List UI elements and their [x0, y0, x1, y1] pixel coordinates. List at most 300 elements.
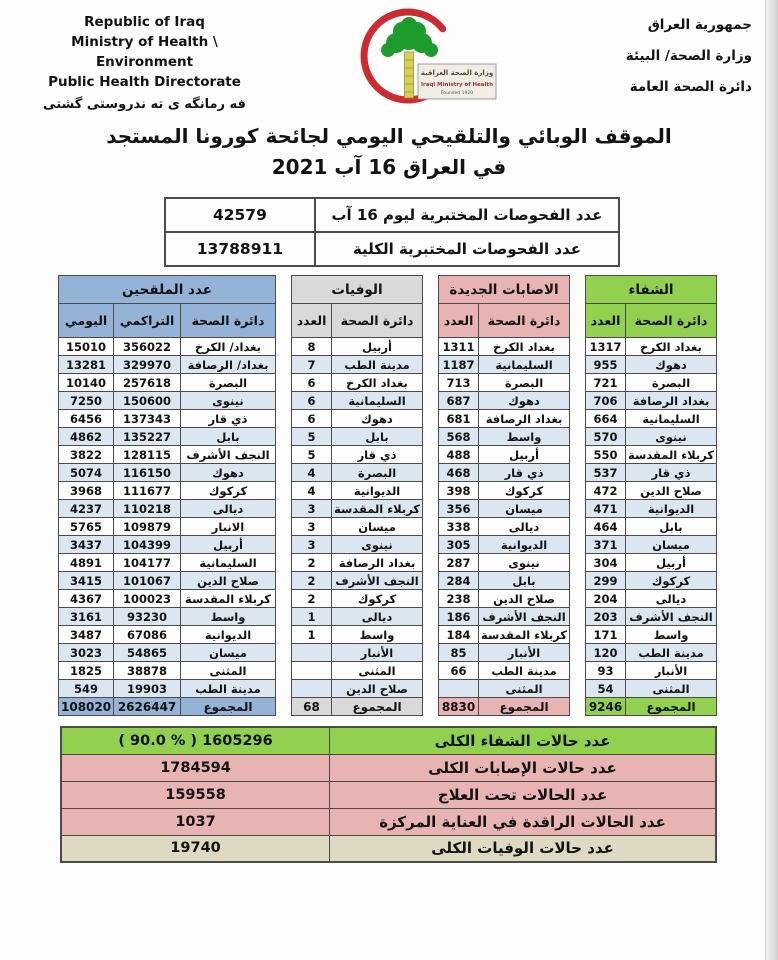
directorate-name: دهوك: [181, 464, 276, 482]
table-row: [439, 662, 570, 680]
table-row: [586, 554, 717, 572]
value: 4: [292, 482, 332, 500]
directorate-name: بغداد الكرخ: [479, 338, 570, 356]
value: 116150: [114, 464, 181, 482]
summary-row: [61, 781, 716, 808]
directorate-name: مدينة الطب: [479, 662, 570, 680]
directorate-name: ذي قار: [181, 410, 276, 428]
table-row: [292, 482, 423, 500]
table-row: [439, 410, 570, 428]
value: 1825: [59, 662, 114, 680]
value: 2: [292, 590, 332, 608]
directorate-name: الأنبار: [626, 662, 717, 680]
value: 104399: [114, 536, 181, 554]
table-row: [586, 536, 717, 554]
table-row: [59, 680, 276, 698]
summary-value: 1037: [61, 808, 330, 835]
directorate-name: البصرة: [479, 374, 570, 392]
header: [0, 0, 778, 112]
table-row: [586, 590, 717, 608]
directorate-name: واسط: [332, 626, 423, 644]
directorate-name: أربيل: [479, 446, 570, 464]
directorate-name: أربيل: [181, 536, 276, 554]
value: 356022: [114, 338, 181, 356]
header-english-line: Republic of Iraq: [84, 14, 205, 30]
table-row: [439, 626, 570, 644]
summary-row: [61, 835, 716, 862]
column-header: دائرة الصحة: [332, 304, 423, 338]
table-row: [59, 374, 276, 392]
directorate-name: نينوى: [626, 428, 717, 446]
value: 537: [586, 464, 626, 482]
directorate-name: صلاح الدين: [332, 680, 423, 698]
value: 488: [439, 446, 479, 464]
directorate-name: واسط: [181, 608, 276, 626]
value: 85: [439, 644, 479, 662]
directorate-name: ديالى: [332, 608, 423, 626]
value: 8: [292, 338, 332, 356]
value: [292, 680, 332, 698]
value: 15010: [59, 338, 114, 356]
table-row: [586, 410, 717, 428]
directorate-name: الديوانية: [332, 482, 423, 500]
tests-daily-label: عدد الفحوصات المختبرية ليوم 16 آب: [315, 198, 619, 232]
table-row: [59, 572, 276, 590]
directorate-name: السليمانية: [332, 392, 423, 410]
table-row: [59, 338, 276, 356]
directorate-name: دهوك: [479, 392, 570, 410]
directorate-name: النجف الأشرف: [332, 572, 423, 590]
value: 128115: [114, 446, 181, 464]
total-row: [439, 698, 570, 716]
summary-row: [61, 754, 716, 781]
directorate-name: كركوك: [626, 572, 717, 590]
summary-label: عدد حالات الوفيات الكلى: [330, 835, 716, 862]
total-label: المجموع: [181, 698, 276, 716]
value: 713: [439, 374, 479, 392]
table-row: [439, 428, 570, 446]
directorate-name: نينوى: [181, 392, 276, 410]
table-row: [59, 500, 276, 518]
directorate-name: أربيل: [626, 554, 717, 572]
table-title-deaths: الوفيات: [292, 276, 423, 304]
tests-total-value: 13788911: [165, 232, 315, 266]
summary-value: 1784594: [61, 754, 330, 781]
value: 471: [586, 500, 626, 518]
value: 93230: [114, 608, 181, 626]
table-title-recovered: الشفاء: [586, 276, 717, 304]
directorate-name: ديالى: [479, 518, 570, 536]
logo-caption-english: Iraqi Ministry of Health: [420, 82, 493, 88]
table-row: [292, 626, 423, 644]
value: 464: [586, 518, 626, 536]
value: 721: [586, 374, 626, 392]
directorate-name: بغداد الرصافة: [626, 392, 717, 410]
value: 257618: [114, 374, 181, 392]
directorate-name: بابل: [479, 572, 570, 590]
table-row: [439, 500, 570, 518]
table-row: [586, 428, 717, 446]
table-row: [439, 554, 570, 572]
value: 66: [439, 662, 479, 680]
directorate-name: السليمانية: [479, 356, 570, 374]
directorate-name: ذي قار: [626, 464, 717, 482]
table-row: [59, 536, 276, 554]
value: 3: [292, 518, 332, 536]
directorate-name: ذي قار: [332, 446, 423, 464]
table-row: [292, 392, 423, 410]
directorate-name: صلاح الدين: [479, 590, 570, 608]
total-row: [292, 698, 423, 716]
value: 135227: [114, 428, 181, 446]
value: 356: [439, 500, 479, 518]
directorate-name: المثنى: [479, 680, 570, 698]
summary-value: ( 90.0 % ) 1605296: [61, 727, 330, 754]
table-row: [439, 446, 570, 464]
directorate-name: واسط: [626, 626, 717, 644]
table-row: [292, 500, 423, 518]
table-row: [292, 464, 423, 482]
value: 1311: [439, 338, 479, 356]
value: 13281: [59, 356, 114, 374]
value: 10140: [59, 374, 114, 392]
value: 150600: [114, 392, 181, 410]
value: 93: [586, 662, 626, 680]
value: 3023: [59, 644, 114, 662]
value: 305: [439, 536, 479, 554]
table-title-infections: الاصابات الجديدة: [439, 276, 570, 304]
summary-value: 19740: [61, 835, 330, 862]
value: 137343: [114, 410, 181, 428]
table-row: [59, 518, 276, 536]
directorate-name: بغداد الرصافة: [332, 554, 423, 572]
table-row: [59, 410, 276, 428]
summary-body: [61, 727, 716, 862]
directorate-name: صلاح الدين: [626, 482, 717, 500]
summary-label: عدد الحالات تحت العلاج: [330, 781, 716, 808]
table-row: [165, 232, 619, 266]
value: 468: [439, 464, 479, 482]
value: 5765: [59, 518, 114, 536]
table-row: [292, 428, 423, 446]
table-row: [59, 464, 276, 482]
value: 4891: [59, 554, 114, 572]
value: 5074: [59, 464, 114, 482]
value: 4237: [59, 500, 114, 518]
value: 5: [292, 446, 332, 464]
value: 3968: [59, 482, 114, 500]
directorate-name: كربلاء المقدسة: [332, 500, 423, 518]
table-title-vaccinated: عدد الملقحين: [59, 276, 276, 304]
table-row: [292, 338, 423, 356]
value: 184: [439, 626, 479, 644]
directorate-name: ميسان: [479, 500, 570, 518]
summary-row: [61, 727, 716, 754]
table-row: [292, 608, 423, 626]
table-row: [586, 446, 717, 464]
table-row: [586, 392, 717, 410]
table-row: [59, 644, 276, 662]
table-row: [292, 356, 423, 374]
value: 304: [586, 554, 626, 572]
table-recovered: [585, 275, 717, 716]
header-english-line: Ministry of Health \ Environment: [71, 34, 218, 70]
ministry-of-health-logo: [330, 8, 505, 110]
table-row: [292, 374, 423, 392]
value: 4367: [59, 590, 114, 608]
value: 6: [292, 410, 332, 428]
directorate-name: ميسان: [181, 644, 276, 662]
table-row: [292, 680, 423, 698]
logo-graphic: [330, 8, 505, 110]
total-row: [59, 698, 276, 716]
directorate-name: نينوى: [332, 536, 423, 554]
directorate-name: بابل: [181, 428, 276, 446]
directorate-name: المثنى: [332, 662, 423, 680]
table-row: [439, 590, 570, 608]
value: 338: [439, 518, 479, 536]
table-row: [439, 338, 570, 356]
directorate-name: بغداد/ الرصافة: [181, 356, 276, 374]
directorate-name: مدينة الطب: [332, 356, 423, 374]
value: 3822: [59, 446, 114, 464]
table-row: [292, 518, 423, 536]
directorate-name: كربلاء المقدسة: [181, 590, 276, 608]
directorate-name: ميسان: [626, 536, 717, 554]
value: 100023: [114, 590, 181, 608]
value: 687: [439, 392, 479, 410]
value: 1317: [586, 338, 626, 356]
report-title-line1: الموقف الوبائي والتلقيحي اليومي لجائحة كورونا المستجد: [106, 124, 672, 148]
header-arabic-line: جمهورية العراق: [647, 17, 752, 33]
table-row: [439, 374, 570, 392]
value: 104177: [114, 554, 181, 572]
directorate-name: البصرة: [626, 374, 717, 392]
table-infections: [438, 275, 570, 716]
value: [292, 644, 332, 662]
directorate-name: كركوك: [181, 482, 276, 500]
value: 3415: [59, 572, 114, 590]
value: 1: [292, 626, 332, 644]
total-label: المجموع: [332, 698, 423, 716]
value: 54: [586, 680, 626, 698]
column-header: العدد: [292, 304, 332, 338]
directorate-name: الديوانية: [479, 536, 570, 554]
value: 6: [292, 392, 332, 410]
table-row: [59, 608, 276, 626]
table-row: [439, 536, 570, 554]
directorate-name: الديوانية: [626, 500, 717, 518]
directorate-name: النجف الأشرف: [479, 608, 570, 626]
value: 568: [439, 428, 479, 446]
value: 472: [586, 482, 626, 500]
table-row: [59, 356, 276, 374]
table-row: [586, 464, 717, 482]
table-row: [586, 500, 717, 518]
value: 3437: [59, 536, 114, 554]
value: 111677: [114, 482, 181, 500]
table-row: [439, 392, 570, 410]
directorate-name: بغداد/ الكرخ: [181, 338, 276, 356]
report-title: [0, 121, 778, 183]
directorate-name: كربلاء المقدسة: [626, 446, 717, 464]
summary-value: 159558: [61, 781, 330, 808]
directorate-name: الانبار: [181, 518, 276, 536]
value: [439, 680, 479, 698]
value: 3: [292, 536, 332, 554]
directorate-name: النجف الأشرف: [626, 608, 717, 626]
value: 110218: [114, 500, 181, 518]
value: 284: [439, 572, 479, 590]
value: 171: [586, 626, 626, 644]
table-row: [586, 626, 717, 644]
value: 186: [439, 608, 479, 626]
table-row: [59, 662, 276, 680]
summary-table: [60, 726, 717, 863]
table-row: [586, 572, 717, 590]
table-row: [59, 392, 276, 410]
directorate-name: بغداد الكرخ: [332, 374, 423, 392]
table-row: [439, 680, 570, 698]
directorate-name: مدينة الطب: [626, 644, 717, 662]
directorate-name: كركوك: [332, 590, 423, 608]
value: 38878: [114, 662, 181, 680]
table-row: [586, 662, 717, 680]
value: 19903: [114, 680, 181, 698]
table-row: [586, 518, 717, 536]
header-arabic: [567, 8, 752, 103]
table-row: [439, 644, 570, 662]
value: 109879: [114, 518, 181, 536]
directorate-name: ذي قار: [479, 464, 570, 482]
report-title-line2: في العراق 16 آب 2021: [271, 155, 507, 179]
table-row: [586, 680, 717, 698]
total-value: 68: [292, 698, 332, 716]
value: 371: [586, 536, 626, 554]
table-row: [586, 374, 717, 392]
value: 287: [439, 554, 479, 572]
table-row: [292, 446, 423, 464]
header-english-line: Public Health Directorate: [48, 74, 241, 90]
value: 120: [586, 644, 626, 662]
directorate-name: نينوى: [479, 554, 570, 572]
value: 238: [439, 590, 479, 608]
value: 4: [292, 464, 332, 482]
directorate-name: أربيل: [332, 338, 423, 356]
summary-label: عدد حالات الشفاء الكلى: [330, 727, 716, 754]
table-row: [586, 338, 717, 356]
directorate-name: مدينة الطب: [181, 680, 276, 698]
value: 2: [292, 554, 332, 572]
table-row: [59, 590, 276, 608]
value: 681: [439, 410, 479, 428]
column-header: دائرة الصحة: [626, 304, 717, 338]
value: [292, 662, 332, 680]
value: 7250: [59, 392, 114, 410]
directorate-name: النجف الأشرف: [181, 446, 276, 464]
directorate-name: البصرة: [332, 464, 423, 482]
value: 3: [292, 500, 332, 518]
directorate-name: السليمانية: [181, 554, 276, 572]
directorate-name: بابل: [626, 518, 717, 536]
table-row: [439, 608, 570, 626]
column-header: العدد: [439, 304, 479, 338]
total-value: 2626447: [114, 698, 181, 716]
tables-row: [0, 275, 778, 716]
total-label: المجموع: [626, 698, 717, 716]
table-row: [586, 356, 717, 374]
directorate-name: دهوك: [626, 356, 717, 374]
header-kurdish-line: فه رمانگه ی ته ندروستی گشتی: [43, 97, 246, 112]
value: 6: [292, 374, 332, 392]
value: 549: [59, 680, 114, 698]
directorate-name: الأنبار: [479, 644, 570, 662]
directorate-name: بغداد الرصافة: [479, 410, 570, 428]
value: 101067: [114, 572, 181, 590]
total-value: 108020: [59, 698, 114, 716]
directorate-name: البصرة: [181, 374, 276, 392]
table-row: [292, 536, 423, 554]
value: 5: [292, 428, 332, 446]
summary-label: عدد حالات الإصابات الكلى: [330, 754, 716, 781]
directorate-name: الأنبار: [332, 644, 423, 662]
table-row: [59, 428, 276, 446]
table-row: [439, 482, 570, 500]
value: 550: [586, 446, 626, 464]
table-vaccinated: [58, 275, 276, 716]
directorate-name: ميسان: [332, 518, 423, 536]
logo-caption-box: [418, 64, 496, 99]
value: 1187: [439, 356, 479, 374]
table-row: [586, 644, 717, 662]
table-row: [292, 662, 423, 680]
directorate-name: المثنى: [181, 662, 276, 680]
logo-caption-founded: Founded 1920: [440, 91, 473, 96]
table-deaths: [291, 275, 423, 716]
total-value: 8830: [439, 698, 479, 716]
directorate-name: الديوانية: [181, 626, 276, 644]
value: 67086: [114, 626, 181, 644]
total-value: 9246: [586, 698, 626, 716]
table-row: [439, 572, 570, 590]
logo-caption-arabic: وزارة الصحة العراقية: [420, 69, 493, 77]
column-header: اليومي: [59, 304, 114, 338]
table-row: [292, 590, 423, 608]
value: 3161: [59, 608, 114, 626]
directorate-name: كركوك: [479, 482, 570, 500]
table-row: [292, 410, 423, 428]
value: 4862: [59, 428, 114, 446]
table-row: [59, 626, 276, 644]
lab-tests-table: [164, 197, 620, 267]
table-row: [292, 644, 423, 662]
column-header: العدد: [586, 304, 626, 338]
tests-daily-value: 42579: [165, 198, 315, 232]
tests-total-label: عدد الفحوصات المختبرية الكلية: [315, 232, 619, 266]
directorate-name: دهوك: [332, 410, 423, 428]
value: 570: [586, 428, 626, 446]
value: 203: [586, 608, 626, 626]
value: 329970: [114, 356, 181, 374]
summary-row: [61, 808, 716, 835]
table-row: [59, 554, 276, 572]
table-row: [586, 482, 717, 500]
table-row: [165, 198, 619, 232]
value: 299: [586, 572, 626, 590]
directorate-name: بابل: [332, 428, 423, 446]
directorate-name: كربلاء المقدسة: [479, 626, 570, 644]
directorate-name: السليمانية: [626, 410, 717, 428]
